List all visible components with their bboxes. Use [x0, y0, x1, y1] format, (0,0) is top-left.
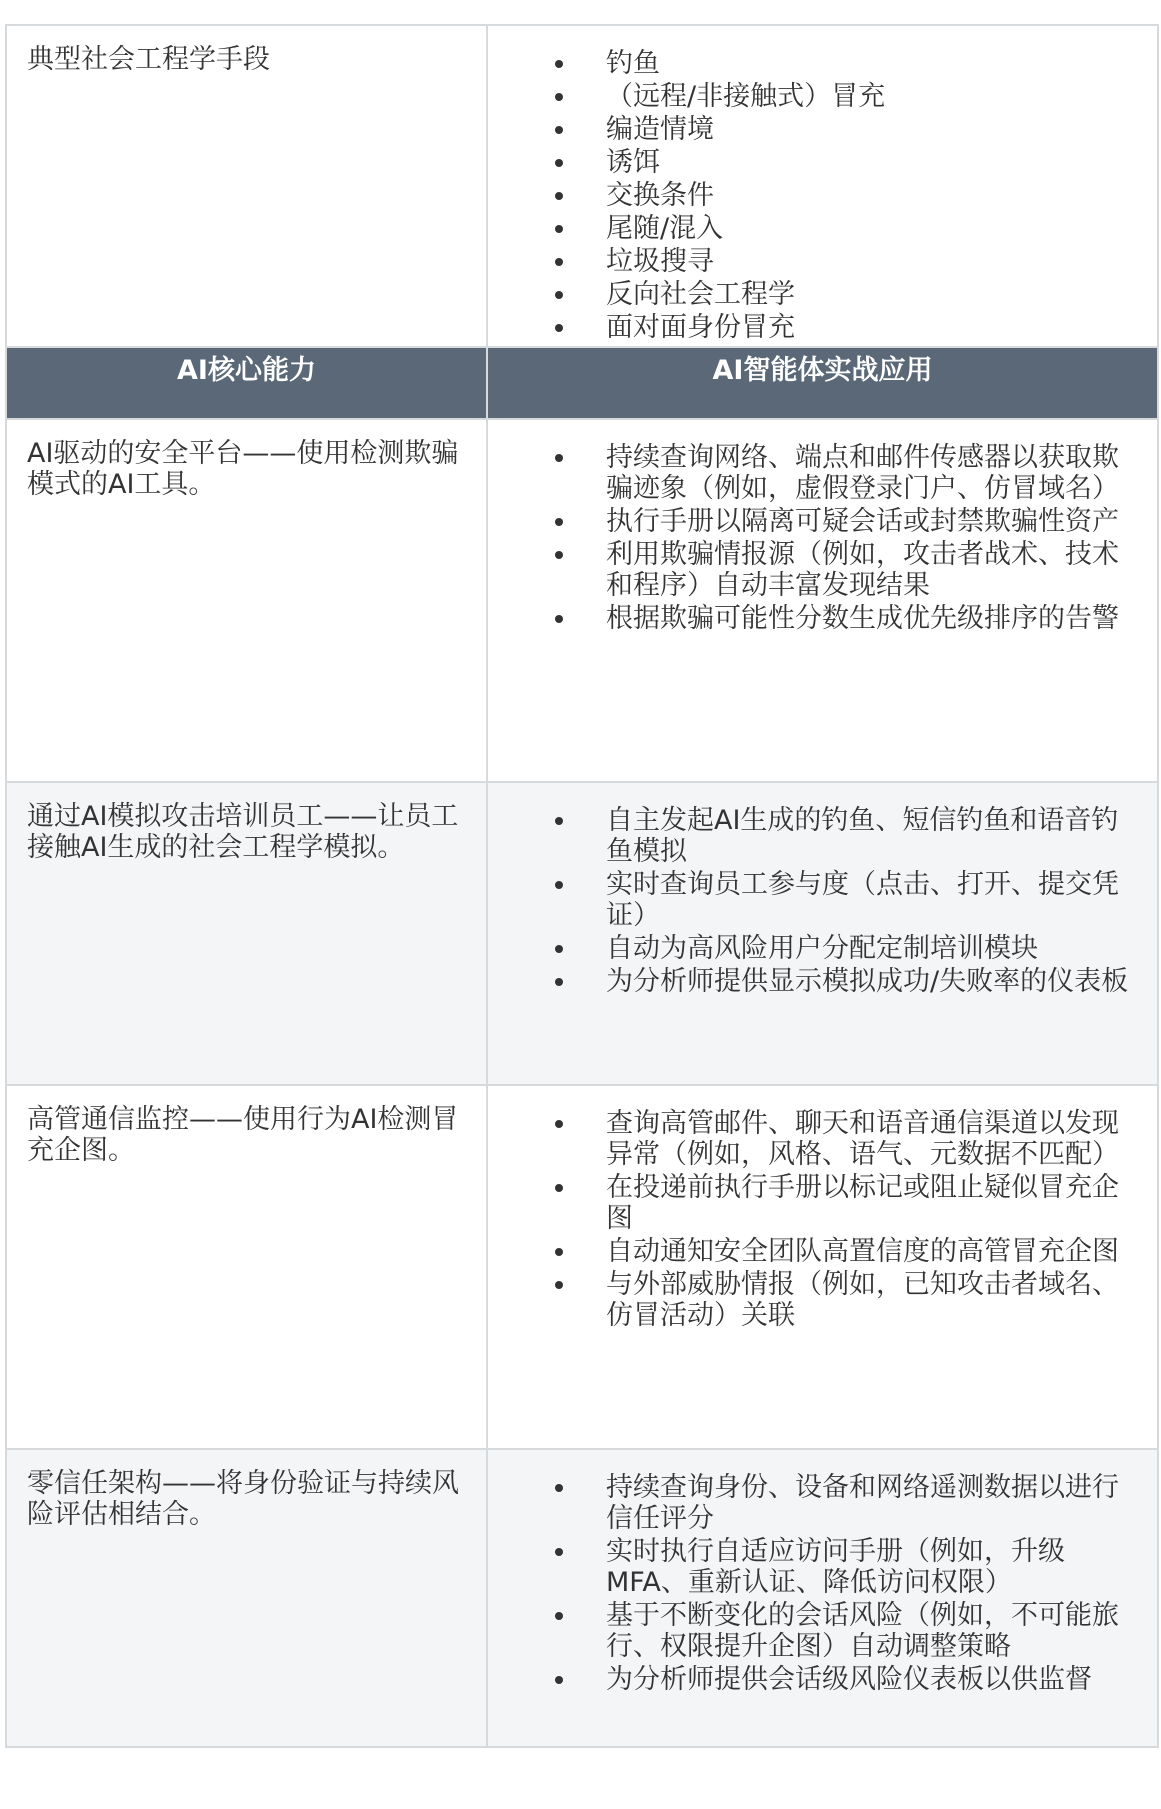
table-header-row: [6, 347, 1158, 419]
bullet-icon: [555, 978, 563, 986]
list-item: 自动通知安全团队高置信度的高管冒充企图: [488, 1236, 1137, 1267]
table-row: [6, 782, 1158, 1085]
bullet-icon: [555, 817, 563, 825]
bullet-icon: [555, 945, 563, 953]
bullet-icon: [555, 126, 563, 134]
techniques-list-cell: [487, 25, 1158, 347]
bullet-icon: [555, 1248, 563, 1256]
bullet-icon: [555, 881, 563, 889]
table-row: [6, 419, 1158, 782]
bullet-icon: [555, 93, 563, 101]
capability-cell: [6, 782, 487, 1085]
list-item: 查询高管邮件、聊天和语音通信渠道以发现异常（例如，风格、语气、元数据不匹配）: [488, 1108, 1137, 1170]
list-item: 根据欺骗可能性分数生成优先级排序的告警: [488, 603, 1137, 634]
bullet-icon: [555, 1184, 563, 1192]
list-item: 面对面身份冒充: [488, 312, 1137, 343]
list-item: 交换条件: [488, 180, 1137, 211]
bullet-icon: [555, 518, 563, 526]
bullet-icon: [555, 551, 563, 559]
application-cell: [487, 1449, 1158, 1747]
bullet-icon: [555, 291, 563, 299]
application-cell: [487, 1085, 1158, 1449]
list-item: 自动为高风险用户分配定制培训模块: [488, 933, 1137, 964]
capability-cell: [6, 1085, 487, 1449]
capability-label: AI驱动的安全平台——使用检测欺骗模式的AI工具。: [27, 438, 459, 500]
table-row: [6, 1085, 1158, 1449]
list-item: 反向社会工程学: [488, 279, 1137, 310]
list-item: 实时查询员工参与度（点击、打开、提交凭证）: [488, 869, 1137, 931]
application-list: [488, 442, 1137, 634]
list-item: 为分析师提供会话级风险仪表板以供监督: [488, 1664, 1137, 1695]
table-row: [6, 1449, 1158, 1747]
list-item: 钓鱼: [488, 48, 1137, 79]
bullet-icon: [555, 258, 563, 266]
techniques-label-cell: [6, 25, 487, 347]
list-item: 实时执行自适应访问手册（例如，升级MFA、重新认证、降低访问权限）: [488, 1536, 1137, 1598]
list-item: 尾随/混入: [488, 213, 1137, 244]
list-item: 基于不断变化的会话风险（例如，不可能旅行、权限提升企图）自动调整策略: [488, 1600, 1137, 1662]
application-list: [488, 805, 1137, 997]
header-ai-capability: AI核心能力: [6, 347, 487, 419]
capability-label: 高管通信监控——使用行为AI检测冒充企图。: [27, 1104, 459, 1166]
header-ai-agent-application: AI智能体实战应用: [487, 347, 1158, 419]
list-item: 垃圾搜寻: [488, 246, 1137, 277]
application-list: [488, 1108, 1137, 1331]
application-cell: [487, 782, 1158, 1085]
capability-label: 零信任架构——将身份验证与持续风险评估相结合。: [27, 1468, 459, 1530]
list-item: 编造情境: [488, 114, 1137, 145]
bullet-icon: [555, 159, 563, 167]
bullet-icon: [555, 454, 563, 462]
capability-cell: [6, 419, 487, 782]
application-cell: [487, 419, 1158, 782]
techniques-list: [488, 48, 1137, 343]
table-row-techniques: [6, 25, 1158, 347]
bullet-icon: [555, 1612, 563, 1620]
list-item: 持续查询身份、设备和网络遥测数据以进行信任评分: [488, 1472, 1137, 1534]
bullet-icon: [555, 192, 563, 200]
list-item: 与外部威胁情报（例如，已知攻击者域名、仿冒活动）关联: [488, 1269, 1137, 1331]
techniques-label: 典型社会工程学手段: [27, 44, 270, 75]
bullet-icon: [555, 1676, 563, 1684]
list-item: 为分析师提供显示模拟成功/失败率的仪表板: [488, 966, 1137, 997]
bullet-icon: [555, 225, 563, 233]
bullet-icon: [555, 1281, 563, 1289]
list-item: 在投递前执行手册以标记或阻止疑似冒充企图: [488, 1172, 1137, 1234]
capability-table: [5, 24, 1159, 1748]
list-item: 自主发起AI生成的钓鱼、短信钓鱼和语音钓鱼模拟: [488, 805, 1137, 867]
bullet-icon: [555, 615, 563, 623]
list-item: 执行手册以隔离可疑会话或封禁欺骗性资产: [488, 506, 1137, 537]
bullet-icon: [555, 1484, 563, 1492]
list-item: 诱饵: [488, 147, 1137, 178]
capability-label: 通过AI模拟攻击培训员工——让员工接触AI生成的社会工程学模拟。: [27, 801, 459, 863]
bullet-icon: [555, 324, 563, 332]
list-item: 持续查询网络、端点和邮件传感器以获取欺骗迹象（例如，虚假登录门户、仿冒域名）: [488, 442, 1137, 504]
list-item: （远程/非接触式）冒充: [488, 81, 1137, 112]
bullet-icon: [555, 1120, 563, 1128]
list-item: 利用欺骗情报源（例如，攻击者战术、技术和程序）自动丰富发现结果: [488, 539, 1137, 601]
capability-cell: [6, 1449, 487, 1747]
bullet-icon: [555, 1548, 563, 1556]
application-list: [488, 1472, 1137, 1695]
bullet-icon: [555, 60, 563, 68]
